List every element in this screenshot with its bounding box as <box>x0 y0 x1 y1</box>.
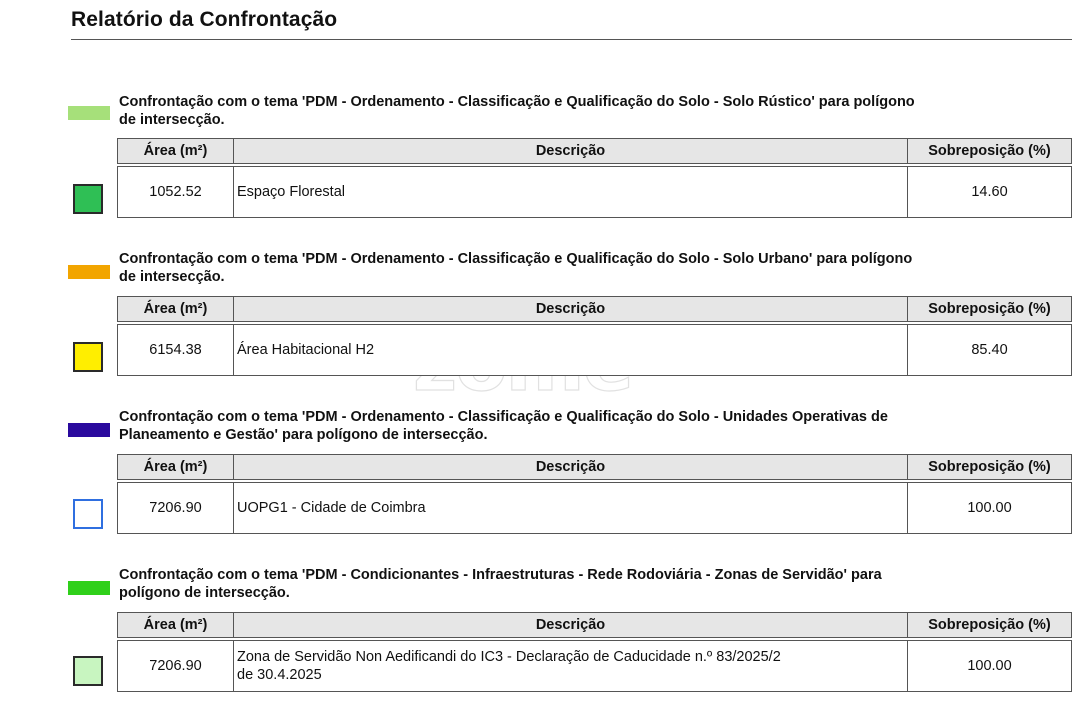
sobreposicao-cell: 85.40 <box>971 342 1008 358</box>
table-row <box>117 166 1072 218</box>
section-heading-line: Confrontação com o tema 'PDM - Ordenamento - Classificação e Qualificação do Solo - Unidades Operativas de <box>119 409 888 425</box>
table-row <box>117 640 1072 692</box>
column-header-sobreposicao: Sobreposição (%) <box>928 459 1051 475</box>
section-heading <box>119 93 1074 129</box>
column-header-area: Área (m²) <box>118 455 234 479</box>
sobreposicao-cell: 100.00 <box>967 658 1012 674</box>
column-header-descricao: Descrição <box>234 297 908 321</box>
column-header-descricao: Descrição <box>234 613 908 637</box>
column-header-area: Área (m²) <box>118 297 234 321</box>
section-heading-line: Planeamento e Gestão' para polígono de intersecção. <box>119 427 488 443</box>
section-heading-line: Confrontação com o tema 'PDM - Ordenamento - Classificação e Qualificação do Solo - Solo Urbano' para polígono <box>119 251 913 267</box>
table-header-row <box>117 138 1072 164</box>
legend-swatch <box>73 499 103 529</box>
descricao-cell: Espaço Florestal <box>234 167 908 217</box>
theme-color-bar <box>68 423 110 437</box>
section-heading-line: polígono de intersecção. <box>119 585 290 601</box>
area-cell: 7206.90 <box>118 641 234 691</box>
area-cell: 1052.52 <box>118 167 234 217</box>
section-heading <box>119 250 1074 286</box>
section-heading <box>119 566 1074 602</box>
legend-swatch <box>73 184 103 214</box>
descricao-cell: UOPG1 - Cidade de Coimbra <box>234 483 908 533</box>
column-header-area: Área (m²) <box>118 613 234 637</box>
column-header-descricao: Descrição <box>234 455 908 479</box>
section-heading-line: de intersecção. <box>119 269 225 285</box>
section-heading-line: Confrontação com o tema 'PDM - Condicionantes - Infraestruturas - Rede Rodoviária - Zonas de Servidão' para <box>119 567 882 583</box>
theme-color-bar <box>68 106 110 120</box>
table-row <box>117 482 1072 534</box>
column-header-area: Área (m²) <box>118 139 234 163</box>
descricao-cell <box>234 641 908 691</box>
page-title: Relatório da Confrontação <box>71 8 338 31</box>
column-header-descricao: Descrição <box>234 139 908 163</box>
column-header-sobreposicao: Sobreposição (%) <box>928 143 1051 159</box>
section-heading-line: de intersecção. <box>119 112 225 128</box>
area-cell: 7206.90 <box>118 483 234 533</box>
column-header-sobreposicao: Sobreposição (%) <box>928 301 1051 317</box>
theme-color-bar <box>68 581 110 595</box>
section-heading <box>119 408 1074 444</box>
column-header-sobreposicao: Sobreposição (%) <box>928 617 1051 633</box>
theme-color-bar <box>68 265 110 279</box>
table-header-row <box>117 612 1072 638</box>
legend-swatch <box>73 342 103 372</box>
title-divider <box>71 39 1072 40</box>
area-cell: 6154.38 <box>118 325 234 375</box>
descricao-cell: Área Habitacional H2 <box>234 325 908 375</box>
descricao-line: Zona de Servidão Non Aedificandi do IC3 - Declaração de Caducidade n.º 83/2025/2 <box>237 649 781 665</box>
table-header-row <box>117 296 1072 322</box>
sobreposicao-cell: 100.00 <box>967 500 1012 516</box>
table-header-row <box>117 454 1072 480</box>
sobreposicao-cell: 14.60 <box>971 184 1008 200</box>
table-row <box>117 324 1072 376</box>
legend-swatch <box>73 656 103 686</box>
section-heading-line: Confrontação com o tema 'PDM - Ordenamento - Classificação e Qualificação do Solo - Solo Rústico' para polígono <box>119 94 915 110</box>
descricao-line: de 30.4.2025 <box>237 667 322 683</box>
